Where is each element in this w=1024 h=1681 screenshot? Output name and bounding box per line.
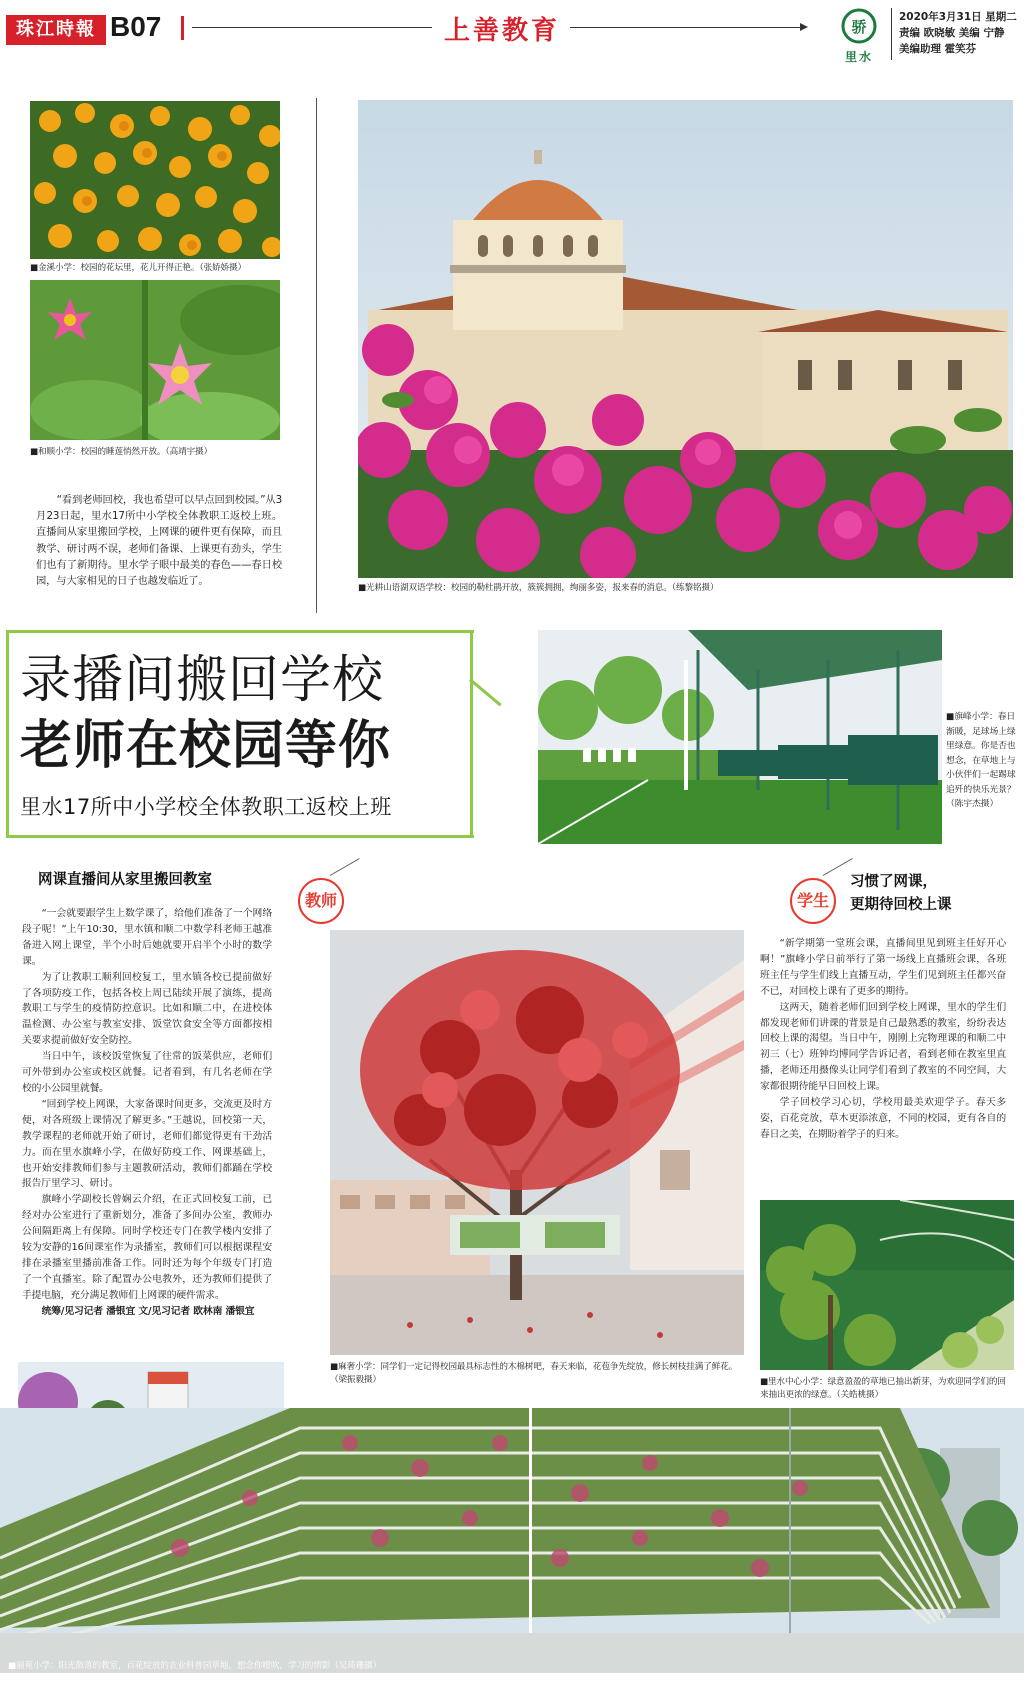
svg-text:骄: 骄 bbox=[851, 18, 867, 36]
vertical-divider bbox=[891, 8, 892, 60]
header-rule-right bbox=[570, 27, 802, 28]
headline-line-1: 录播间搬回学校 bbox=[20, 651, 385, 710]
left-para-5: 旗峰小学副校长曾娴云介绍，在正式回校复工前，已经对办公室进行了重新划分，准备了多间办公室，教师办公间隔距离上有保障。同时学校还专门在教学楼内安排了较为安静的16间课室作为录播室，教师们可以根据课程安排在录播室里播前准备工作。同时还为每个年级专门打造了一个直播室。除了配置办公电教外，还为教师们提供了手提电脑，充分满足教师们上网课的硬件需求。 bbox=[22, 1194, 272, 1301]
caption-qifeng: ■旗峰小学：春日渐暖，足球场上绿里绿意。你是否也想念，在草地上与小伙伴们一起踢球追歼的快乐光景？（陈宇杰摄） bbox=[946, 712, 1016, 809]
photo-water-lily bbox=[30, 280, 280, 440]
photo-green-lawn bbox=[760, 1200, 1014, 1370]
right-para-3: 学子回校学习心切，学校用最美欢迎学子。春天多姿，百花竞放，草木更添浓意，不同的校园，更有各自的春日之美，在期盼着学子的归来。 bbox=[760, 1097, 1006, 1140]
intro-text: “看到老师回校，我也希望可以早点回到校园。”从3月23日起，里水17所中小学校全体教职工返校上班。直播间从家里搬回学校，上网课的硬件更有保障，而且教学、研讨两不误，老师们备课、上课更有劲头，学生们也有了新期待。里水学子眼中最美的春色——春日校园，与大家相见的日子也越发临近了。 bbox=[36, 494, 282, 588]
headline-line-2: 老师在校园等你 bbox=[20, 715, 392, 776]
column-rule bbox=[316, 98, 317, 613]
left-byline: 统筹/见习记者 潘银宜 文/见习记者 欧林南 潘银宜 bbox=[41, 1305, 255, 1317]
red-divider bbox=[181, 16, 184, 40]
left-para-4: “回到学校上网课，大家备课时间更多，交流更及时方便，对各班级上课情况了解更多。”王越说，回校第一天，教学课程的老师就开始了研讨，老师们都觉得更有干劲活力。而在里水旗峰小学，在做好防疫工作、网课基础上，也开始安排教师们参与主题教研活动，教师们都踊在学校报告厅里学习、研讨。 bbox=[22, 1098, 272, 1190]
teacher-label-rule bbox=[330, 858, 360, 876]
caption-liyuan: ■丽苑小学：阳光散落的教室，百花绽放的农业科普园草地，想念你嗳吹，学习的情影（吴琦珊摄） bbox=[8, 1661, 382, 1671]
logo-text: 珠江時報 bbox=[16, 19, 96, 40]
left-article-title: 网课直播间从家里搬回教室 bbox=[38, 872, 212, 888]
date-line: 2020年3月31日 星期二 bbox=[899, 11, 1017, 23]
student-label-rule bbox=[823, 858, 853, 876]
right-para-1: “新学期第一堂班会课，直播间里见到班主任好开心啊！”旗峰小学日前举行了第一场线上直播班会课，各班班主任与学生们线上直播互动，学生们见到班主任都兴奋不已，对回校上课有了更多的期待。 bbox=[760, 938, 1006, 997]
headline-subtitle: 里水17所中小学校全体教职工返校上班 bbox=[20, 795, 392, 819]
caption-mashe: ■麻奢小学：同学们一定记得校园最具标志性的木棉树吧，春天来临，花苞争先绽放，修长树枝挂满了鲜花。（梁振毅摄） bbox=[330, 1362, 738, 1385]
page-number: B07 bbox=[110, 11, 162, 42]
photo-sports-field-benches bbox=[538, 630, 942, 844]
caption-heshun: ■和顺小学：校园的睡莲悄然开放。（高靖宇摄） bbox=[30, 447, 213, 457]
student-label: 学生 bbox=[796, 891, 829, 910]
masthead bbox=[0, 0, 1024, 66]
newspaper-logo bbox=[6, 15, 106, 45]
editors-line-2: 美编助理 霍笑芬 bbox=[899, 43, 977, 55]
left-para-2: 为了让教职工顺利回校复工，里水镇各校已提前做好了各项防疫工作，包括各校上周已陆续开展了演练，提高教职工与学生的疫情防控意识。比如和顺二中，在进校体温检测、办公室与教室安排、饭堂饮食安全等方面都按相关要求提前做好安全防控。 bbox=[22, 971, 272, 1047]
header-rule-left bbox=[192, 27, 432, 28]
photo-dome-building-bougainvillea bbox=[358, 100, 1013, 578]
intro-paragraph bbox=[36, 492, 282, 589]
sponsor-logo bbox=[836, 6, 882, 62]
teacher-label: 教师 bbox=[304, 891, 337, 910]
left-para-3: 当日中午，该校饭堂恢复了往常的饭菜供应，老师们可外带到办公室或校区就餐。记者看到，有几名老师在学校的小公园里就餐。 bbox=[22, 1051, 272, 1094]
photo-marigold-flowerbed bbox=[30, 101, 280, 259]
editors-line-1: 责编 欧晓敏 美编 宁静 bbox=[899, 27, 1005, 39]
headline-box-right-edge bbox=[470, 630, 473, 838]
right-para-2: 这两天，随着老师们回到学校上网课，里水的学生们都发现老师们讲课的背景是自己最熟悉的教室，纷纷表达回校上课的渴望。当日中午，刚刚上完物理课的和顺二中初三（七）班钟均博同学告诉记者，看到老师在教室里直播，老师还用摄像头让同学们看到了教室的不同空间，大家都很期待能早日回校上课。 bbox=[760, 1001, 1006, 1093]
caption-guanggeng: ■光耕山语湖双语学校：校园的勒杜鹃开放，簇簇拥拥，绚丽多姿，报来春的消息。（练黎铭摄） bbox=[358, 583, 719, 593]
right-article-title-1: 习惯了网课， bbox=[850, 874, 937, 890]
left-article-body bbox=[22, 906, 272, 1320]
right-article-body bbox=[760, 936, 1006, 1143]
caption-lishui-central: ■里水中心小学：绿意盈盈的草地已抽出新芽，为欢迎同学们的回来抽出更浓的绿意。（关皓桃摄） bbox=[760, 1377, 1006, 1400]
header-arrow bbox=[800, 23, 808, 31]
caption-jinxi: ■金溪小学：校园的花坛里，花儿开得正艳。（张娇娇摄） bbox=[30, 263, 247, 273]
sponsor-name: 里水 bbox=[844, 50, 873, 64]
photo-kapok-tree bbox=[330, 930, 744, 1355]
left-para-1: “一会就要跟学生上数学课了，给他们准备了一个网络段子呢！”上午10:30，里水镇和顺二中数学科老师王越准备进入网上课堂，半个小时后她就要开启半个小时的数学课。 bbox=[22, 908, 272, 967]
photo-terraced-flower-wall bbox=[0, 1408, 1024, 1673]
right-article-title-2: 更期待回校上课 bbox=[850, 897, 952, 913]
section-title: 上善教育 bbox=[444, 16, 561, 46]
